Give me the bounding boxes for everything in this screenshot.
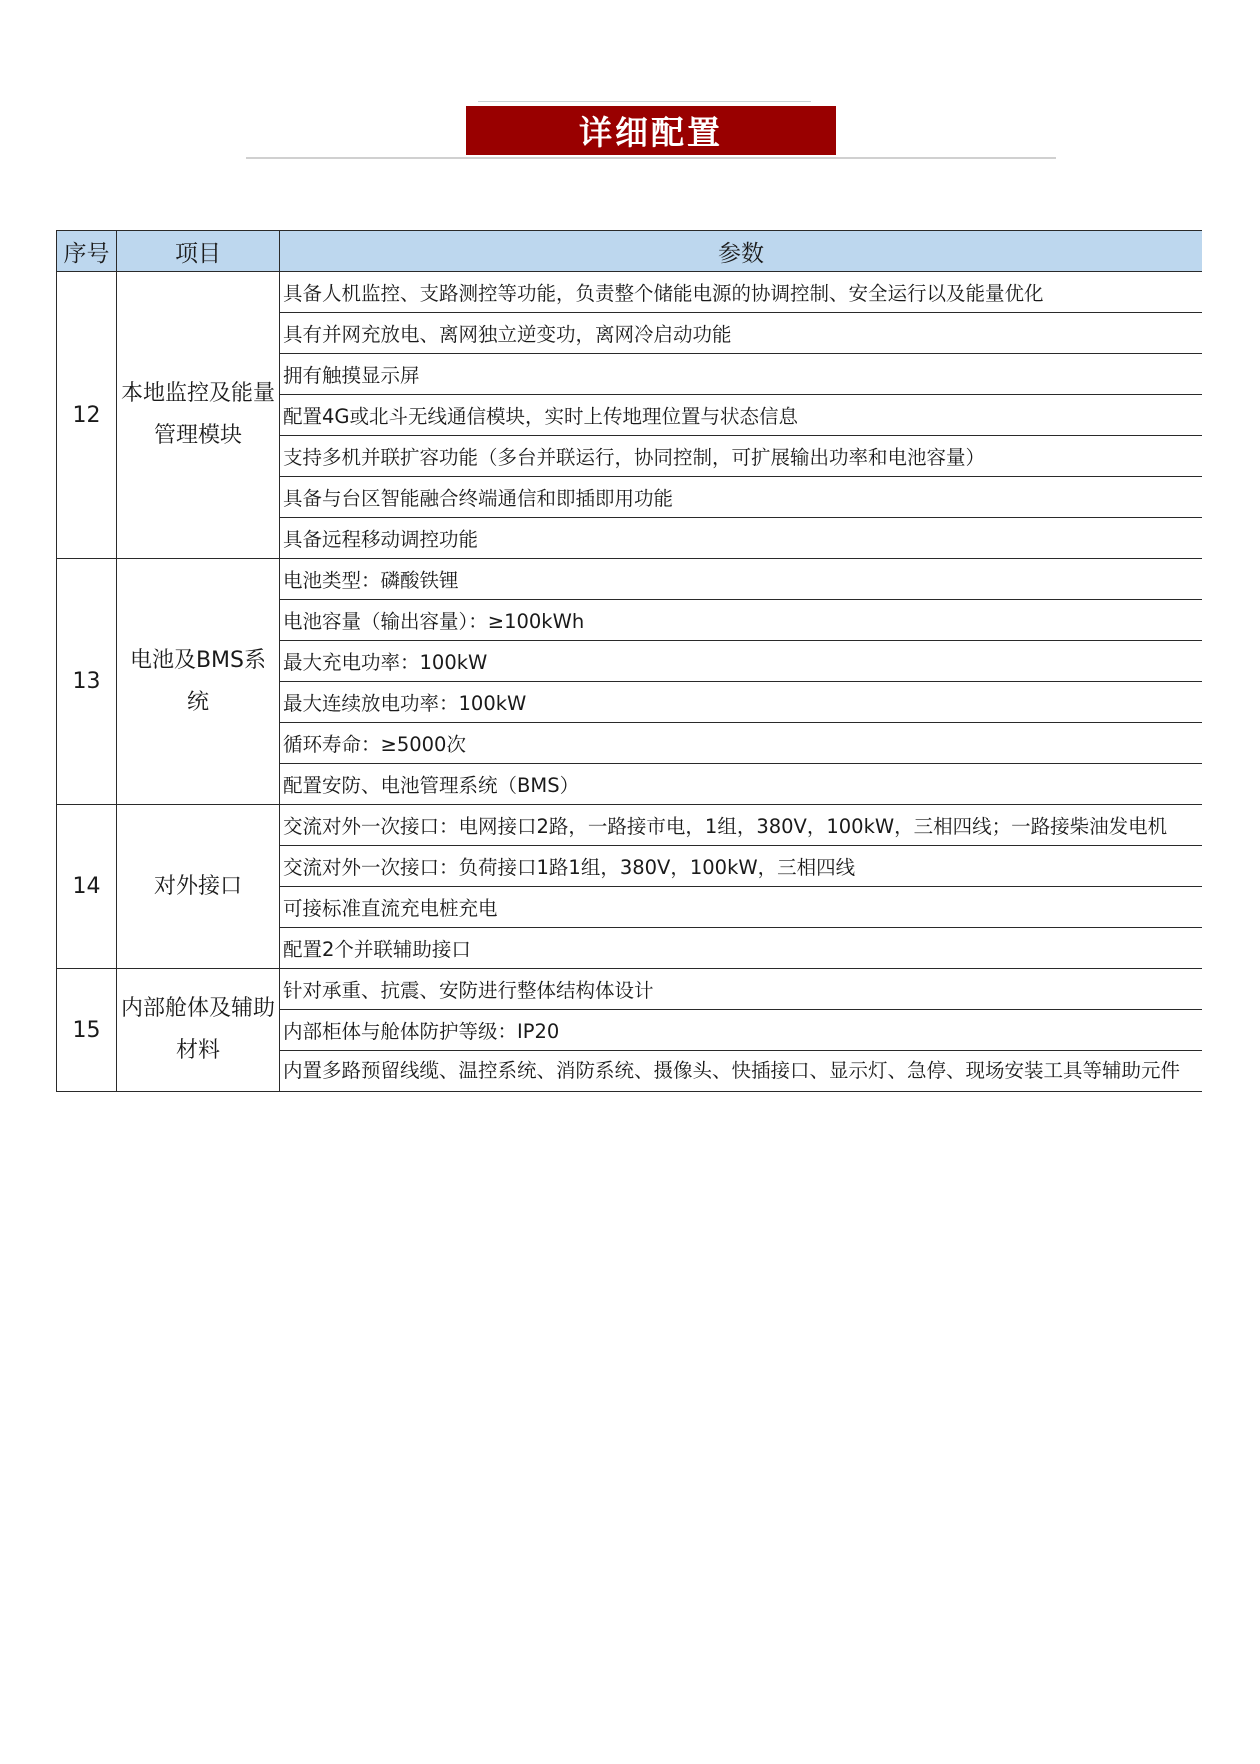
row-item: 电池及BMS系统 (117, 559, 280, 805)
row-number: 14 (57, 805, 117, 969)
param-cell: 最大连续放电功率：100kW (280, 682, 1203, 723)
param-cell: 配置2个并联辅助接口 (280, 928, 1203, 969)
row-number: 12 (57, 272, 117, 559)
header-param: 参数 (280, 231, 1203, 272)
spec-table (56, 230, 1202, 1092)
param-cell: 可接标准直流充电桩充电 (280, 887, 1203, 928)
header-item: 项目 (117, 231, 280, 272)
param-cell: 电池容量（输出容量）：≥100kWh (280, 600, 1203, 641)
row-item: 内部舱体及辅助材料 (117, 969, 280, 1092)
param-cell: 循环寿命：≥5000次 (280, 723, 1203, 764)
row-number: 15 (57, 969, 117, 1092)
table-header-row (57, 231, 1203, 272)
param-cell: 电池类型：磷酸铁锂 (280, 559, 1203, 600)
header-no: 序号 (57, 231, 117, 272)
param-cell: 配置安防、电池管理系统（BMS） (280, 764, 1203, 805)
param-cell: 最大充电功率：100kW (280, 641, 1203, 682)
param-cell: 具备人机监控、支路测控等功能，负责整个储能电源的协调控制、安全运行以及能量优化 (280, 272, 1203, 313)
param-cell: 内部柜体与舱体防护等级：IP20 (280, 1010, 1203, 1051)
param-cell: 交流对外一次接口：负荷接口1路1组，380V，100kW，三相四线 (280, 846, 1203, 887)
spec-table-container (56, 230, 1202, 1108)
param-cell: 支持多机并联扩容功能（多台并联运行，协同控制，可扩展输出功率和电池容量） (280, 436, 1203, 477)
param-cell: 具备远程移动调控功能 (280, 518, 1203, 559)
param-cell: 配置4G或北斗无线通信模块，实时上传地理位置与状态信息 (280, 395, 1203, 436)
param-cell-text: 内置多路预留线缆、温控系统、消防系统、摄像头、快插接口、显示灯、急停、现场安装工具等辅助元件 (283, 1059, 1181, 1082)
page-title: 详细配置 (466, 106, 836, 155)
title-bottom-rule (246, 157, 1056, 159)
table-row (57, 559, 1203, 600)
param-cell (280, 1051, 1203, 1092)
param-cell: 针对承重、抗震、安防进行整体结构体设计 (280, 969, 1203, 1010)
param-cell: 交流对外一次接口：电网接口2路，一路接市电，1组，380V，100kW，三相四线；一路接柴油发电机 (280, 805, 1203, 846)
table-row (57, 272, 1203, 313)
param-cell: 拥有触摸显示屏 (280, 354, 1203, 395)
row-item: 本地监控及能量管理模块 (117, 272, 280, 559)
title-top-rule (478, 101, 811, 102)
table-row (57, 805, 1203, 846)
row-number: 13 (57, 559, 117, 805)
param-cell: 具备与台区智能融合终端通信和即插即用功能 (280, 477, 1203, 518)
table-row (57, 969, 1203, 1010)
param-cell: 具有并网充放电、离网独立逆变功，离网冷启动功能 (280, 313, 1203, 354)
row-item: 对外接口 (117, 805, 280, 969)
